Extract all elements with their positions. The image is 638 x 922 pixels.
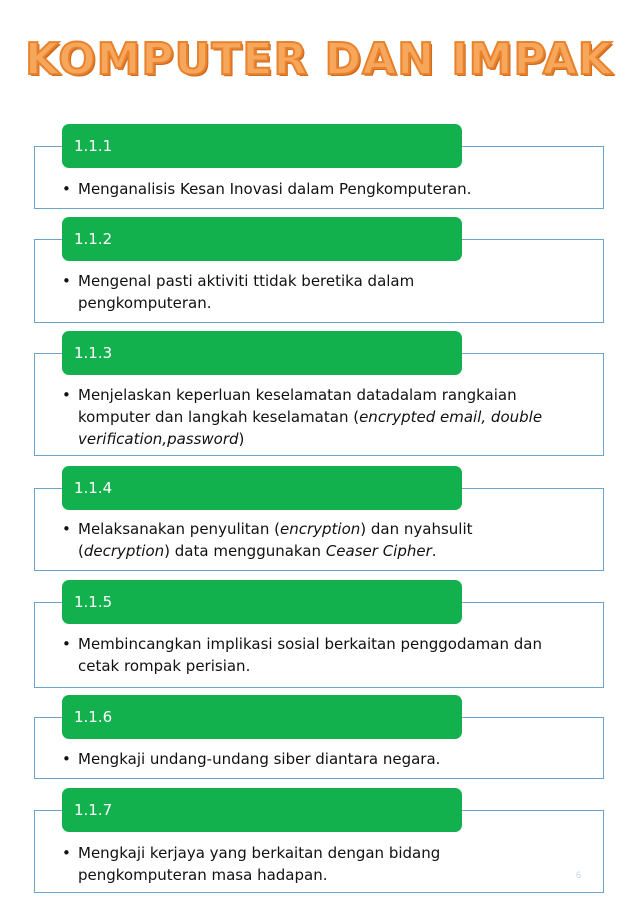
- bullet-icon: •: [62, 635, 71, 653]
- objective-code: 1.1.7: [62, 788, 462, 832]
- text-part: .: [431, 542, 437, 560]
- page-title: KOMPUTER DAN IMPAK: [25, 34, 613, 85]
- text-part: ): [238, 430, 245, 448]
- bullet-icon: •: [62, 844, 71, 862]
- objective-text: [62, 518, 538, 562]
- text-part-italic: encrypted email, double verification,password: [78, 408, 543, 448]
- bullet-icon: •: [62, 520, 71, 538]
- objective-code: 1.1.6: [62, 695, 462, 739]
- bullet-icon: •: [62, 386, 71, 404]
- objective-code: 1.1.2: [62, 217, 462, 261]
- text-part: ) data menggunakan: [164, 542, 326, 560]
- text-part: ) dan nyahsulit (: [78, 520, 473, 560]
- text-part-italic: Ceaser Cipher: [325, 542, 432, 560]
- objective-text: [62, 842, 488, 886]
- objective-text: [62, 384, 548, 450]
- objective-code: 1.1.4: [62, 466, 462, 510]
- objective-text: [62, 178, 558, 200]
- bullet-icon: •: [62, 750, 71, 768]
- text-part: Menganalisis Kesan Inovasi dalam Pengkomputeran.: [78, 180, 472, 198]
- text-part: Mengkaji undang-undang siber diantara negara.: [78, 750, 441, 768]
- text-part: Menjelaskan keperluan keselamatan datadalam rangkaian komputer dan langkah keselamatan (: [78, 386, 517, 426]
- objective-text: [62, 748, 558, 770]
- objective-code: 1.1.5: [62, 580, 462, 624]
- objective-code: 1.1.3: [62, 331, 462, 375]
- text-part: Mengkaji kerjaya yang berkaitan dengan bidang pengkomputeran masa hadapan.: [78, 844, 441, 884]
- objective-code: 1.1.1: [62, 124, 462, 168]
- objective-text: [62, 633, 548, 677]
- text-part: Membincangkan implikasi sosial berkaitan penggodaman dan cetak rompak perisian.: [78, 635, 542, 675]
- text-part: Melaksanakan penyulitan (: [78, 520, 280, 538]
- text-part-italic: decryption: [83, 542, 165, 560]
- bullet-icon: •: [62, 272, 71, 290]
- objective-text: [62, 270, 458, 314]
- text-part: Mengenal pasti aktiviti ttidak beretika dalam pengkomputeran.: [78, 272, 415, 312]
- bullet-icon: •: [62, 180, 71, 198]
- page-number: 6: [576, 870, 582, 880]
- text-part-italic: encryption: [280, 520, 361, 538]
